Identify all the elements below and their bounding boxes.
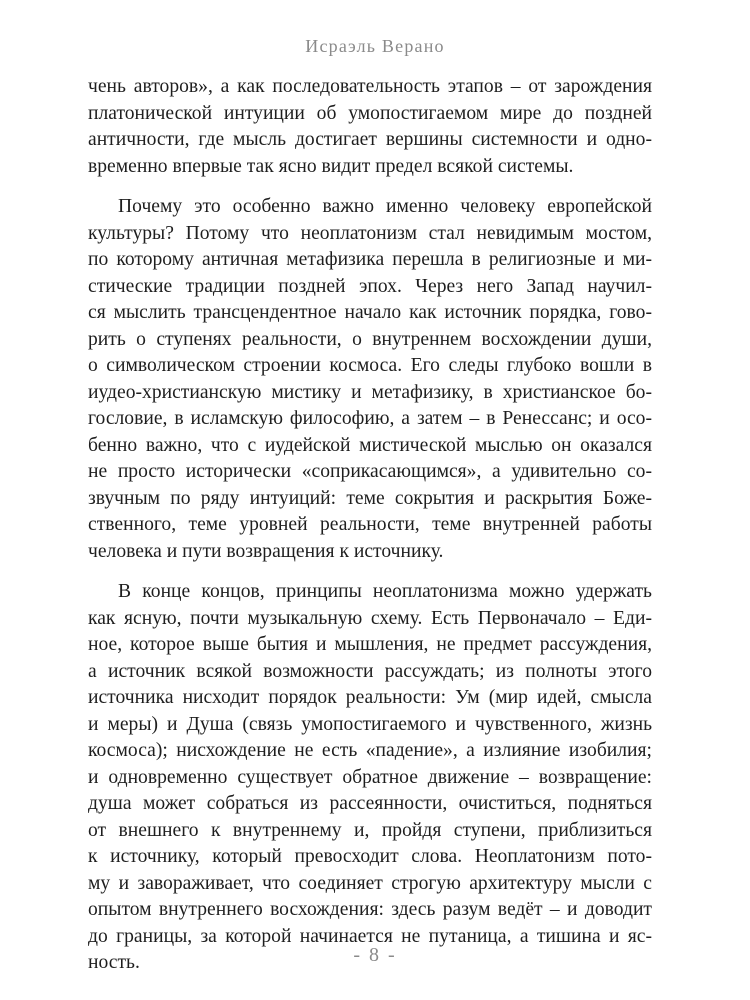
paragraph (88, 74, 652, 180)
text-line: душа может собраться из рассеянности, очиститься, подняться (88, 793, 652, 814)
text-line: культуры? Потому что неоплатонизм стал невидимым мостом, (88, 222, 652, 244)
text-line: чень авторов», а как последовательность этапов – от зарождения (88, 76, 652, 97)
paragraph (88, 194, 652, 565)
text-line: космоса); нисхождение не есть «падение», а излияние изобилия; (88, 740, 652, 761)
text-line: к источнику, который превосходит слова. Неоплатонизм пото- (88, 846, 652, 867)
paragraph (88, 579, 652, 977)
text-line: до границы, за которой начинается не путаница, а тишина и яс- (88, 925, 652, 947)
text-line: и меры) и Душа (связь умопостигаемого и чувственного, жизнь (88, 713, 652, 735)
text-line: от внешнего к внутреннему и, пройдя ступени, приблизиться (88, 819, 652, 841)
text-line: как ясную, почти музыкальную схему. Есть Первоначало – Еди- (88, 607, 652, 629)
text-line: ственного, теме уровней реальности, теме внутренней работы (88, 514, 652, 535)
text-line: платонической интуиции об умопостигаемом мире до поздней (88, 102, 652, 124)
text-line: звучным по ряду интуиций: теме сокрытия и раскрытия Боже- (88, 487, 652, 509)
text-line: Почему это особенно важно именно человеку европейской (118, 196, 652, 217)
text-line: бенно важно, что с иудейской мистической мыслью он оказался (88, 434, 652, 456)
text-line: по которому античная метафизика перешла в религиозные и ми- (88, 249, 652, 270)
text-line: В конце концов, принципы неоплатонизма можно удержать (118, 581, 652, 602)
text-line: ность. (88, 952, 140, 973)
text-line: не просто исторически «соприкасающимся», а удивительно со- (88, 461, 652, 482)
text-line: и одновременно существует обратное движение – возвращение: (88, 766, 652, 788)
text-line: человека и пути возвращения к источнику. (88, 540, 444, 562)
running-head: Исраэль Верано (305, 36, 445, 56)
text-line: о символическом строении космоса. Его следы глубоко вошли в (88, 355, 652, 376)
text-line: стические традиции поздней эпох. Через него Запад научил- (88, 275, 652, 297)
text-line: рить о ступенях реальности, о внутреннем восхождении души, (88, 328, 652, 350)
text-line: му и завораживает, что соединяет строгую архитектуру мысли с (88, 872, 652, 894)
text-line: гословие, в исламскую философию, а затем – в Ренессанс; и осо- (88, 408, 652, 429)
body-text (88, 74, 652, 977)
page-number: - 8 - (353, 944, 397, 966)
text-line: а источник всякой возможности рассуждать; из полноты этого (88, 660, 652, 682)
text-line: источника нисходит порядок реальности: Ум (мир идей, смысла (88, 687, 652, 708)
text-line: опытом внутреннего восхождения: здесь разум ведёт – и доводит (88, 899, 652, 920)
text-line: временно впервые так ясно видит предел всякой системы. (88, 155, 574, 177)
text-line: ся мыслить трансцендентное начало как источник порядка, гово- (88, 302, 652, 323)
text-line: иудео-христианскую мистику и метафизику, в христианское бо- (88, 381, 652, 403)
text-line: ное, которое выше бытия и мышления, не предмет рассуждения, (88, 634, 652, 655)
text-line: античности, где мысль достигает вершины системности и одно- (88, 129, 652, 150)
